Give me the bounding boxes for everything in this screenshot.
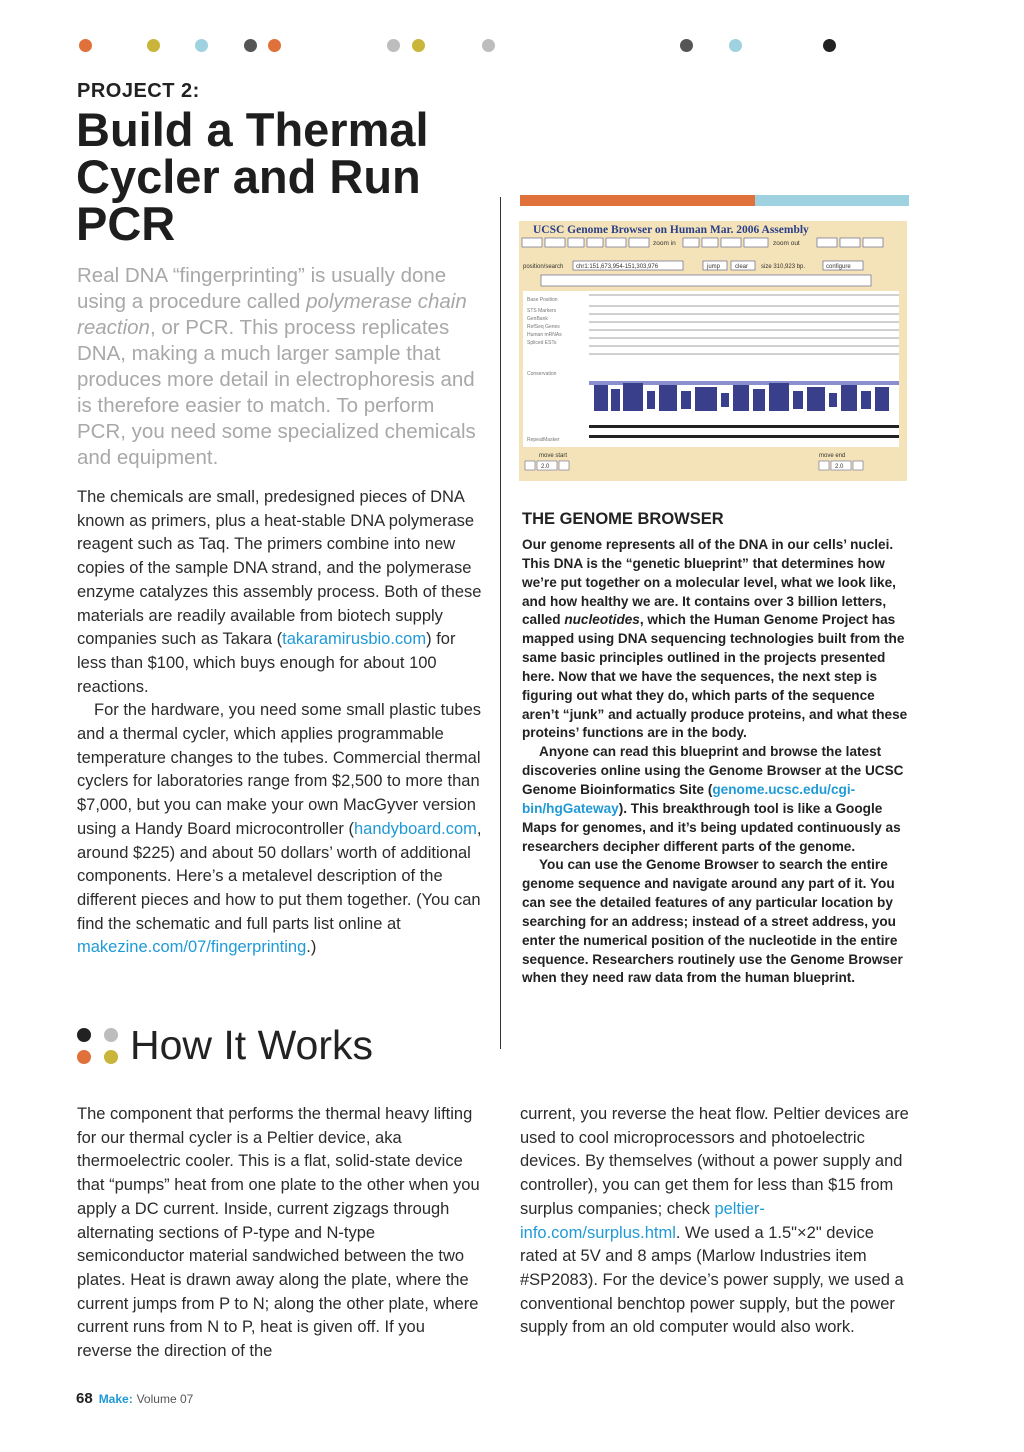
body-text: current, you reverse the heat flow. Peltier devices are used to cool microprocessors and photoelectric devices. By themselves (without a power supply and controller), you can get them for less than $15 from surplus companies; check [520, 1105, 909, 1218]
intro-paragraph [77, 699, 482, 960]
svg-text:Conservation: Conservation [527, 371, 557, 377]
sidebar-text-run: Our genome represents all of the DNA in our cells’ nuclei. This DNA is the “genetic blueprint” that determines how we’re put together on a molecular level, what we look like, and how healthy we are. It contains over 3 billion letters, called [522, 537, 896, 628]
intro-body [77, 486, 482, 960]
jump-button: jump [707, 264, 721, 270]
size-readout: size 310,923 bp. [761, 264, 806, 270]
handyboard-link[interactable]: handyboard.com [353, 819, 477, 838]
section-heading: How It Works [130, 1022, 373, 1068]
svg-text:RepeatMasker: RepeatMasker [527, 437, 560, 443]
sidebar-paragraph: You can use the Genome Browser to search the entire genome sequence and navigate around any part of it. You can see the detailed features of any particular location by searching for an address; instead of a street address, you enter the numerical position of the nucleotide in the entire sequence. Researchers routinely use the Genome Browser when they need raw data from the human blueprint. [522, 857, 903, 986]
body-paragraph: The component that performs the thermal heavy lifting for our thermal cycler is a Peltier device, aka thermoelectric cooler. This is a flat, solid-state device that “pumps” heat from one plate to the other when you apply a DC current. Inside, current zigzags through alternating sections of P-type and N-type semiconductor material sandwiched between the two plates. Heat is drawn away along the plate, where the current jumps from P to N; along the other plate, where current runs from N to P, heat is given off. If you reverse the direction of the [77, 1105, 480, 1361]
decor-dot [680, 39, 693, 52]
decor-dot [268, 39, 281, 52]
svg-text:RefSeq Genes: RefSeq Genes [527, 324, 560, 330]
section-dot [77, 1028, 91, 1042]
page-footer [76, 1390, 193, 1407]
sidebar-text [522, 536, 910, 988]
accent-bar-blue [755, 195, 909, 206]
deck-text: , or PCR. This process replicates DNA, making a much larger sample that produces more detail in electrophoresis and is therefore easier to match. To perform PCR, you need some specialized chemicals and equipment. [77, 316, 476, 469]
decor-dot [412, 39, 425, 52]
decor-dot [482, 39, 495, 52]
magazine-name: Make: [98, 1392, 133, 1406]
svg-text:Base Position: Base Position [527, 297, 558, 303]
decor-dot [147, 39, 160, 52]
page-number: 68 [76, 1390, 93, 1407]
sidebar-paragraph [522, 743, 910, 856]
genome-browser-link[interactable]: genome.ucsc.edu/cgi-bin/hgGateway [522, 781, 856, 816]
clear-button: clear [735, 264, 749, 270]
body-paragraph [520, 1103, 912, 1340]
how-it-works-left [77, 1103, 482, 1364]
peltier-link[interactable]: peltier-info.com/surplus.html [520, 1199, 765, 1242]
genome-browser-screenshot [519, 221, 907, 481]
decor-dot [387, 39, 400, 52]
body-text: The chemicals are small, predesigned pieces of DNA known as primers, plus a heat-stable DNA polymerase reagent such as Taq. The primers combine into new copies of the sample DNA strand, and the polymerase enzyme catalyzes this assembly process. Both of these materials are readily available from biotech supply companies such as Takara ( [77, 488, 482, 649]
volume-label: Volume 07 [136, 1392, 194, 1406]
move-start-label: move start [539, 453, 568, 459]
body-text: For the hardware, you need some small plastic tubes and a thermal cycler, which applies programmable temperature changes to the tubes. Commercial thermal cyclers for laboratories range from $2,500 to more than $7,000, but you can make your own MacGyver version using a Handy Board microcontroller ( [77, 701, 482, 838]
decor-dot [823, 39, 836, 52]
body-text: . We used a 1.5"×2" device rated at 5V and 8 amps (Marlow Industries item #SP2083). For the device’s power supply, we used a conventional benchtop power supply, but the power supply from an old computer would also work. [520, 1223, 904, 1337]
body-text: .) [306, 938, 317, 957]
takara-link[interactable]: takaramirusbio.com [282, 630, 427, 649]
sidebar-text-run: ). This breakthrough tool is like a Google Maps for genomes, and it’s being updated continuously as researchers decipher different parts of the genome. [522, 800, 901, 854]
accent-bar-orange [520, 195, 755, 206]
configure-button: configure [826, 264, 851, 270]
decor-dot [195, 39, 208, 52]
sidebar-emphasis: nucleotides [564, 612, 640, 628]
decor-dot [79, 39, 92, 52]
svg-text:STS Markers: STS Markers [527, 308, 557, 314]
step-field: 2.0 [541, 464, 550, 470]
position-field: chr1:151,673,954-151,303,976 [576, 264, 659, 270]
browser-title: UCSC Genome Browser on Human Mar. 2006 Assembly [533, 224, 809, 236]
decor-dot [729, 39, 742, 52]
section-dot [104, 1050, 118, 1064]
svg-text:GenBank: GenBank [527, 316, 548, 322]
column-rule [500, 197, 501, 1049]
move-end-label: move end [819, 453, 846, 459]
project-kicker: PROJECT 2: [77, 80, 200, 102]
svg-text:Spliced ESTs: Spliced ESTs [527, 340, 557, 346]
sidebar-text-run: , which the Human Genome Project has mapped using DNA sequencing technologies built from the same basic principles outlined in the projects presented here. Now that we have the sequences, the next step is figuring out what they do, which parts of the sequence aren’t “junk” and actually produce proteins, and what these proteins’ functions are in the body. [522, 612, 908, 741]
genome-browser-image [519, 221, 907, 481]
position-label: position/search [523, 264, 564, 270]
zoom-out-label: zoom out [773, 240, 800, 247]
svg-text:Human mRNAs: Human mRNAs [527, 332, 562, 338]
makezine-link[interactable]: makezine.com/07/fingerprinting [77, 938, 307, 957]
deck-emphasis: polymerase chain reaction [77, 290, 467, 339]
how-it-works-right [520, 1103, 912, 1340]
deck-text: Real DNA “fingerprinting” is usually done using a procedure called [77, 264, 447, 313]
body-text: , around $225) and about 50 dollars’ worth of additional components. Here’s a metalevel description of the different pieces and how to put them together. (You can find the schematic and full parts list online at [77, 819, 482, 933]
body-text: ) for less than $100, which buys enough for about 100 reactions. [77, 630, 456, 696]
article-title: Build a Thermal Cycler and Run PCR [76, 103, 429, 250]
sidebar-title: THE GENOME BROWSER [522, 510, 724, 528]
section-dot [104, 1028, 118, 1042]
zoom-in-label: zoom in [653, 240, 676, 247]
step-field: 2.0 [835, 464, 844, 470]
sidebar-paragraph [522, 536, 910, 743]
conservation-track [589, 381, 899, 411]
sidebar-text-run: Anyone can read this blueprint and browse the latest discoveries online using the Genome Browser at the UCSC Genome Bioinformatics Site ( [522, 744, 904, 797]
article-deck [77, 263, 487, 471]
intro-paragraph [77, 486, 482, 699]
decor-dot [244, 39, 257, 52]
section-dot [77, 1050, 91, 1064]
